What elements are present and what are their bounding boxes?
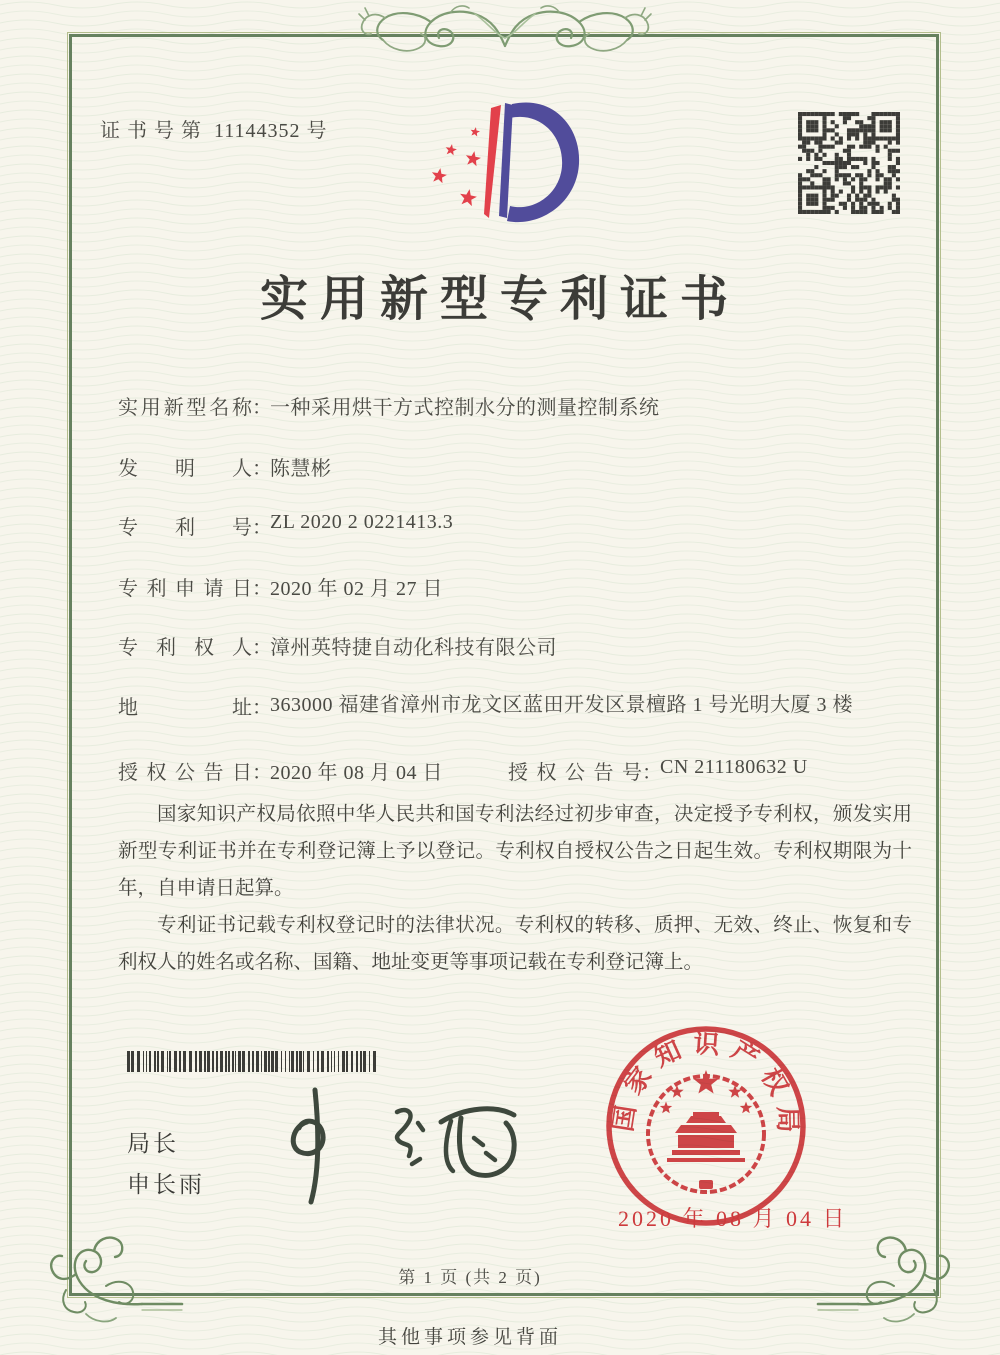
field-row-address [118, 691, 870, 720]
field-value: 363000 福建省漳州市龙文区蓝田开发区景檀路 1 号光明大厦 3 楼 [270, 694, 853, 716]
grant-date-pair [118, 756, 508, 785]
field-value: 陈慧彬 [270, 458, 332, 480]
field-colon: ： [252, 637, 272, 659]
field-label: 地址 [118, 697, 252, 719]
logo-stars [432, 127, 481, 206]
field-colon: ： [252, 517, 272, 539]
field-value: 漳州英特捷自动化科技有限公司 [270, 637, 557, 659]
field-value: ZL 2020 2 0221413.3 [270, 511, 454, 533]
field-row-patentee [118, 631, 557, 660]
page-title: 实用新型专利证书 [259, 273, 740, 326]
field-row-name [118, 391, 660, 420]
page-indicator: 第 1 页 (共 2 页) [398, 1268, 542, 1287]
field-value: 一种采用烘干方式控制水分的测量控制系统 [270, 397, 660, 419]
field-label: 授权公告号 [508, 762, 642, 784]
field-row-grant [118, 756, 808, 785]
back-note: 其他事项参见背面 [377, 1327, 562, 1348]
legal-paragraph-2: 专利证书记载专利权登记时的法律状况。专利权的转移、质押、无效、终止、恢复和专利权人的姓名或名称、国籍、地址变更等事项记载在专利登记簿上。 [118, 915, 912, 973]
field-value: 2020 年 02 月 27 日 [270, 578, 443, 600]
seal-date: 2020 年 08 月 04 日 [618, 1206, 848, 1231]
field-label: 专利申请日 [118, 578, 252, 600]
field-value: CN 211180632 U [660, 756, 808, 778]
certificate-number-value: 11144352 [214, 120, 301, 142]
certificate-number [100, 114, 327, 143]
field-row-filing-date [118, 572, 443, 601]
top-border-ornament [355, 2, 655, 62]
field-colon: ： [252, 578, 272, 600]
field-label: 实用新型名称 [118, 397, 252, 419]
barcode [125, 1051, 383, 1072]
field-label: 专利权人 [118, 637, 252, 659]
field-colon: ： [252, 697, 272, 719]
field-value: 2020 年 08 月 04 日 [270, 762, 443, 784]
field-row-inventor [118, 452, 332, 481]
director-title: 局长 [127, 1130, 179, 1156]
field-label: 发明人 [118, 458, 252, 480]
certificate-number-suffix: 号 [306, 120, 327, 142]
legal-paragraph-1: 国家知识产权局依照中华人民共和国专利法经过初步审查，决定授予专利权，颁发实用新型专利证书并在专利登记簿上予以登记。专利权自授权公告之日起生效。专利权期限为十年，自申请日起算。 [118, 804, 912, 899]
field-colon: ： [252, 397, 272, 419]
national-emblem [648, 1070, 764, 1192]
field-colon: ： [642, 762, 662, 784]
cnipa-logo-icon [428, 90, 586, 240]
certificate-number-prefix: 证书号第 [100, 120, 208, 142]
field-colon: ： [252, 458, 272, 480]
signature [255, 1078, 535, 1210]
legal-text [118, 796, 912, 981]
qr-code [798, 112, 900, 214]
field-label: 授权公告日 [118, 762, 252, 784]
field-label: 专利号 [118, 517, 252, 539]
director-name: 申长雨 [127, 1171, 205, 1197]
field-colon: ： [252, 762, 272, 784]
field-row-patent-no [118, 511, 453, 540]
seal-ring-text: 国家知识产权局 [608, 1029, 803, 1143]
